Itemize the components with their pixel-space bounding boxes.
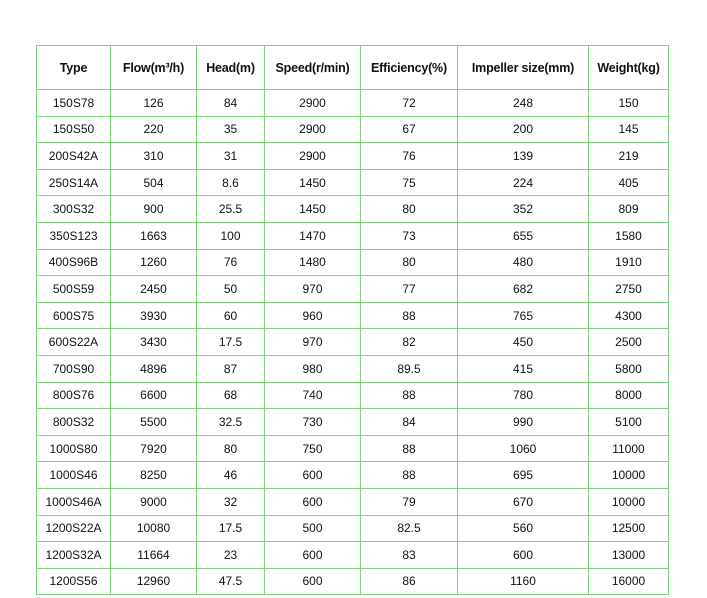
header-impeller-size: Impeller size(mm): [458, 46, 589, 90]
cell-type: 1000S46A: [37, 488, 111, 515]
cell-type: 800S32: [37, 409, 111, 436]
cell-efficiency: 84: [361, 409, 458, 436]
cell-weight: 5800: [589, 355, 669, 382]
cell-impeller-size: 352: [458, 196, 589, 223]
table-row: [37, 329, 669, 356]
cell-impeller-size: 695: [458, 462, 589, 489]
table-row: [37, 542, 669, 569]
cell-impeller-size: 248: [458, 90, 589, 117]
cell-impeller-size: 200: [458, 116, 589, 143]
table-row: [37, 382, 669, 409]
cell-type: 1000S80: [37, 435, 111, 462]
cell-impeller-size: 560: [458, 515, 589, 542]
cell-impeller-size: 415: [458, 355, 589, 382]
cell-impeller-size: 450: [458, 329, 589, 356]
header-speed: Speed(r/min): [265, 46, 361, 90]
cell-speed: 1450: [265, 196, 361, 223]
cell-type: 300S32: [37, 196, 111, 223]
cell-speed: 980: [265, 355, 361, 382]
cell-efficiency: 80: [361, 196, 458, 223]
cell-speed: 600: [265, 488, 361, 515]
cell-head: 76: [197, 249, 265, 276]
cell-impeller-size: 780: [458, 382, 589, 409]
cell-efficiency: 82.5: [361, 515, 458, 542]
cell-type: 1200S32A: [37, 542, 111, 569]
cell-speed: 600: [265, 462, 361, 489]
cell-weight: 10000: [589, 488, 669, 515]
table-body: [37, 90, 669, 595]
cell-head: 35: [197, 116, 265, 143]
cell-impeller-size: 765: [458, 302, 589, 329]
cell-impeller-size: 224: [458, 169, 589, 196]
cell-head: 80: [197, 435, 265, 462]
cell-flow: 310: [111, 143, 197, 170]
cell-weight: 12500: [589, 515, 669, 542]
cell-weight: 145: [589, 116, 669, 143]
cell-impeller-size: 990: [458, 409, 589, 436]
cell-head: 8.6: [197, 169, 265, 196]
cell-weight: 16000: [589, 568, 669, 595]
cell-head: 68: [197, 382, 265, 409]
cell-type: 150S78: [37, 90, 111, 117]
cell-type: 800S76: [37, 382, 111, 409]
cell-head: 32: [197, 488, 265, 515]
table-row: [37, 196, 669, 223]
cell-speed: 1480: [265, 249, 361, 276]
cell-head: 32.5: [197, 409, 265, 436]
cell-efficiency: 88: [361, 382, 458, 409]
cell-type: 150S50: [37, 116, 111, 143]
cell-weight: 219: [589, 143, 669, 170]
cell-flow: 1663: [111, 222, 197, 249]
header-flow: Flow(m³/h): [111, 46, 197, 90]
header-weight: Weight(kg): [589, 46, 669, 90]
cell-speed: 750: [265, 435, 361, 462]
table-row: [37, 169, 669, 196]
cell-type: 350S123: [37, 222, 111, 249]
table-row: [37, 462, 669, 489]
cell-flow: 220: [111, 116, 197, 143]
cell-type: 600S22A: [37, 329, 111, 356]
cell-impeller-size: 682: [458, 276, 589, 303]
cell-weight: 13000: [589, 542, 669, 569]
cell-flow: 7920: [111, 435, 197, 462]
cell-flow: 900: [111, 196, 197, 223]
cell-flow: 5500: [111, 409, 197, 436]
cell-type: 400S96B: [37, 249, 111, 276]
cell-impeller-size: 480: [458, 249, 589, 276]
header-type: Type: [37, 46, 111, 90]
cell-head: 17.5: [197, 329, 265, 356]
cell-type: 1200S56: [37, 568, 111, 595]
cell-speed: 1450: [265, 169, 361, 196]
cell-head: 47.5: [197, 568, 265, 595]
table-row: [37, 302, 669, 329]
cell-weight: 2750: [589, 276, 669, 303]
table-row: [37, 488, 669, 515]
cell-type: 250S14A: [37, 169, 111, 196]
pump-spec-table: [36, 45, 669, 595]
cell-flow: 11664: [111, 542, 197, 569]
cell-flow: 504: [111, 169, 197, 196]
cell-weight: 8000: [589, 382, 669, 409]
cell-efficiency: 77: [361, 276, 458, 303]
cell-weight: 1580: [589, 222, 669, 249]
cell-weight: 809: [589, 196, 669, 223]
cell-efficiency: 76: [361, 143, 458, 170]
cell-type: 1200S22A: [37, 515, 111, 542]
cell-weight: 2500: [589, 329, 669, 356]
cell-type: 600S75: [37, 302, 111, 329]
cell-efficiency: 88: [361, 462, 458, 489]
cell-flow: 8250: [111, 462, 197, 489]
cell-head: 87: [197, 355, 265, 382]
cell-impeller-size: 655: [458, 222, 589, 249]
cell-efficiency: 89.5: [361, 355, 458, 382]
cell-head: 23: [197, 542, 265, 569]
cell-speed: 2900: [265, 143, 361, 170]
cell-impeller-size: 1060: [458, 435, 589, 462]
cell-efficiency: 88: [361, 302, 458, 329]
table-row: [37, 143, 669, 170]
cell-efficiency: 83: [361, 542, 458, 569]
table-row: [37, 355, 669, 382]
cell-impeller-size: 1160: [458, 568, 589, 595]
cell-impeller-size: 670: [458, 488, 589, 515]
cell-type: 200S42A: [37, 143, 111, 170]
cell-speed: 600: [265, 568, 361, 595]
cell-flow: 126: [111, 90, 197, 117]
cell-flow: 3430: [111, 329, 197, 356]
cell-head: 100: [197, 222, 265, 249]
cell-weight: 4300: [589, 302, 669, 329]
cell-head: 84: [197, 90, 265, 117]
cell-speed: 730: [265, 409, 361, 436]
cell-flow: 4896: [111, 355, 197, 382]
cell-efficiency: 79: [361, 488, 458, 515]
cell-type: 1000S46: [37, 462, 111, 489]
cell-speed: 2900: [265, 90, 361, 117]
cell-efficiency: 80: [361, 249, 458, 276]
cell-weight: 10000: [589, 462, 669, 489]
cell-type: 700S90: [37, 355, 111, 382]
cell-flow: 12960: [111, 568, 197, 595]
cell-head: 17.5: [197, 515, 265, 542]
cell-speed: 960: [265, 302, 361, 329]
header-row: [37, 46, 669, 90]
header-efficiency: Efficiency(%): [361, 46, 458, 90]
cell-weight: 11000: [589, 435, 669, 462]
cell-weight: 1910: [589, 249, 669, 276]
table-row: [37, 90, 669, 117]
cell-efficiency: 75: [361, 169, 458, 196]
cell-type: 500S59: [37, 276, 111, 303]
cell-weight: 5100: [589, 409, 669, 436]
cell-weight: 150: [589, 90, 669, 117]
cell-efficiency: 86: [361, 568, 458, 595]
cell-flow: 3930: [111, 302, 197, 329]
cell-head: 50: [197, 276, 265, 303]
table-row: [37, 409, 669, 436]
pump-spec-table-container: [36, 45, 669, 595]
table-row: [37, 435, 669, 462]
cell-flow: 6600: [111, 382, 197, 409]
cell-flow: 9000: [111, 488, 197, 515]
cell-weight: 405: [589, 169, 669, 196]
cell-head: 60: [197, 302, 265, 329]
cell-speed: 970: [265, 329, 361, 356]
cell-flow: 2450: [111, 276, 197, 303]
table-row: [37, 222, 669, 249]
cell-impeller-size: 139: [458, 143, 589, 170]
cell-flow: 1260: [111, 249, 197, 276]
cell-impeller-size: 600: [458, 542, 589, 569]
cell-speed: 740: [265, 382, 361, 409]
cell-efficiency: 73: [361, 222, 458, 249]
cell-efficiency: 67: [361, 116, 458, 143]
cell-efficiency: 72: [361, 90, 458, 117]
cell-efficiency: 88: [361, 435, 458, 462]
cell-head: 31: [197, 143, 265, 170]
cell-speed: 600: [265, 542, 361, 569]
header-head: Head(m): [197, 46, 265, 90]
cell-efficiency: 82: [361, 329, 458, 356]
table-row: [37, 568, 669, 595]
table-row: [37, 515, 669, 542]
table-header: [37, 46, 669, 90]
cell-speed: 1470: [265, 222, 361, 249]
cell-speed: 500: [265, 515, 361, 542]
cell-speed: 970: [265, 276, 361, 303]
cell-speed: 2900: [265, 116, 361, 143]
cell-head: 46: [197, 462, 265, 489]
cell-head: 25.5: [197, 196, 265, 223]
cell-flow: 10080: [111, 515, 197, 542]
table-row: [37, 276, 669, 303]
table-row: [37, 249, 669, 276]
table-row: [37, 116, 669, 143]
